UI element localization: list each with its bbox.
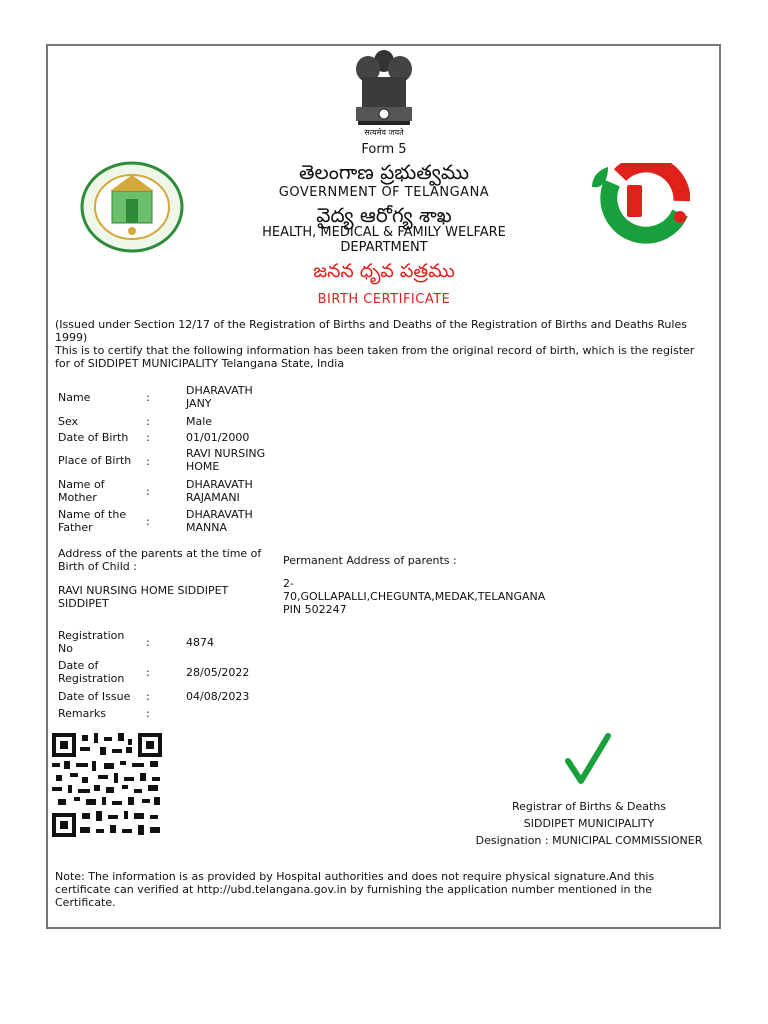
father-label: Name of the Father <box>58 508 127 534</box>
mother-label: Name of Mother <box>58 478 105 504</box>
sex-label: Sex <box>58 415 79 428</box>
reg-date-label: Date of Registration <box>58 659 125 685</box>
reg-date-value: 28/05/2022 <box>186 666 250 679</box>
cert-title-english: BIRTH CERTIFICATE <box>317 292 451 307</box>
sex-colon: : <box>146 415 150 428</box>
name-label: Name <box>58 390 91 404</box>
pob-value: RAVI NURSING HOME <box>186 447 266 473</box>
emblem-motto: सत्यमेव जयते <box>364 128 404 137</box>
dept-title-english: HEALTH, MEDICAL & FAMILY WELFARE <box>262 225 506 240</box>
perm-address-label: Permanent Address of parents : <box>283 554 457 567</box>
mother-value: DHARAVATH RAJAMANI <box>186 478 253 504</box>
verified-check-icon <box>565 733 611 785</box>
pob-label: Place of Birth <box>58 453 132 467</box>
perm-address-line-1: 2- <box>283 577 294 590</box>
name-value: DHARAVATH JANY <box>186 384 253 410</box>
footer-note: Note: The information is as provided by Hospital authorities and does not require physical signature.And this certificate can verified at http://ubd.telangana.gov.in by furnishing the application number mentioned in the Certificate. <box>55 870 655 909</box>
cert-title-telugu: జనన ధృవ పత్రము <box>313 260 455 282</box>
remarks-label: Remarks <box>58 707 106 720</box>
issue-date-label: Date of Issue <box>58 690 131 703</box>
telangana-seal-icon <box>80 161 184 253</box>
reg-no-label: Registration No <box>58 629 125 655</box>
dob-value: 01/01/2000 <box>186 431 250 444</box>
mother-colon: : <box>146 485 150 498</box>
gov-title-english: GOVERNMENT OF TELANGANA <box>278 185 490 200</box>
perm-address-line-3: PIN 502247 <box>283 603 347 616</box>
intro-text <box>55 318 705 370</box>
dept-title-telugu: వైద్య ఆరోగ్య శాఖ <box>316 203 452 227</box>
qr-code-icon <box>52 733 162 837</box>
registrar-designation: Designation : MUNICIPAL COMMISSIONER <box>475 834 703 847</box>
father-colon: : <box>146 515 150 528</box>
intro-line-1: (Issued under Section 12/17 of the Registration of Births and Deaths of the Registration of Births and Deaths Rules 1999) <box>55 318 687 344</box>
intro-line-2: This is to certify that the following information has been taken from the original record of birth, which is the register for of SIDDIPET MUNICIPALITY Telangana State, India <box>55 344 695 370</box>
form-number: Form 5 <box>361 142 407 157</box>
reg-no-value: 4874 <box>186 636 214 649</box>
gov-title-telugu: తెలంగాణ ప్రభుత్వము <box>298 160 470 184</box>
dob-colon: : <box>146 431 150 444</box>
health-dept-logo-icon <box>584 163 690 251</box>
registrar-municipality: SIDDIPET MUNICIPALITY <box>523 817 655 830</box>
birth-address-value: RAVI NURSING HOME SIDDIPET SIDDIPET <box>58 584 229 610</box>
perm-address-value <box>283 577 583 616</box>
father-value: DHARAVATH MANNA <box>186 508 253 534</box>
remarks-colon: : <box>146 707 150 720</box>
national-emblem-icon <box>348 47 420 139</box>
registrar-title: Registrar of Births & Deaths <box>511 800 667 813</box>
issue-date-colon: : <box>146 690 150 703</box>
reg-date-colon: : <box>146 666 150 679</box>
pob-colon: : <box>146 455 150 468</box>
issue-date-value: 04/08/2023 <box>186 690 250 703</box>
name-colon: : <box>146 391 150 404</box>
reg-no-colon: : <box>146 636 150 649</box>
birth-address-label: Address of the parents at the time of Birth of Child : <box>58 547 262 573</box>
sex-value: Male <box>186 415 213 428</box>
perm-address-line-2: 70,GOLLAPALLI,CHEGUNTA,MEDAK,TELANGANA <box>283 590 546 603</box>
dob-label: Date of Birth <box>58 431 129 444</box>
dept-title-english-2: DEPARTMENT <box>340 240 428 255</box>
